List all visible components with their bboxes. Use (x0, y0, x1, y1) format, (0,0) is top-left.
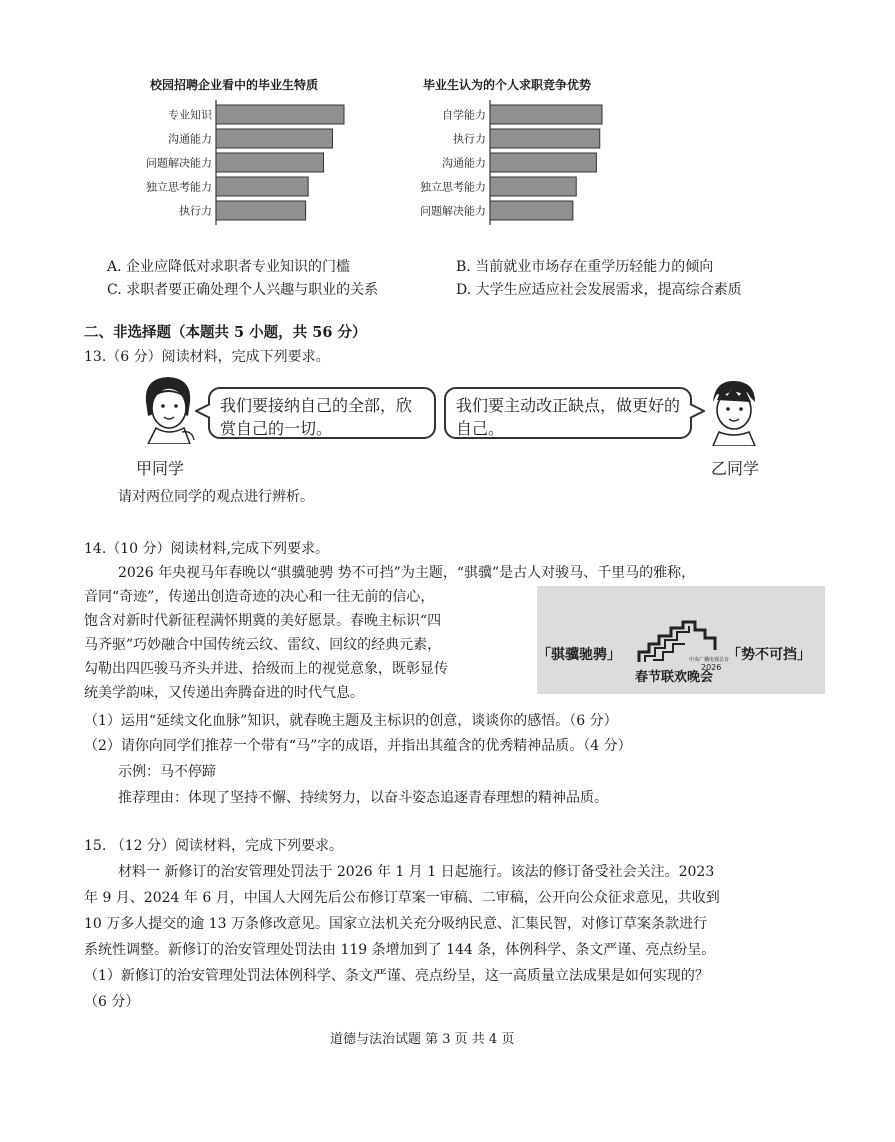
page-footer: 道德与法治试题 第 3 页 共 4 页 (330, 1032, 515, 1047)
q14-line-5: 勾勒出四匹骏马齐头并进、拾级而上的视觉意象，既彰显传 (84, 661, 448, 677)
chart1-bar-5 (216, 201, 306, 220)
chart1-bar-2 (216, 129, 332, 148)
chart1-label-3: 问题解决能力 (146, 156, 212, 170)
q14-sub1: （1）运用“延续文化血脉”知识，就春晚主题及主标识的创意，谈谈你的感悟。（6 分） (84, 713, 618, 729)
logo-right-tag: 「势不可挡」 (727, 647, 811, 663)
chart2-label-4: 独立思考能力 (420, 180, 486, 194)
chart2-title: 毕业生认为的个人求职竞争优势 (423, 78, 592, 92)
logo-event: 春节联欢晚会 (635, 670, 714, 685)
q14-stem: 14.（10 分）阅读材料,完成下列要求。 (84, 541, 329, 557)
q13-stem: 13.（6 分）阅读材料，完成下列要求。 (84, 349, 330, 365)
student-a-illustration (138, 372, 200, 448)
option-b: B. 当前就业市场存在重学历轻能力的倾向 (456, 259, 714, 275)
option-c: C. 求职者要正确处理个人兴趣与职业的关系 (107, 282, 379, 298)
student-b-illustration (703, 376, 765, 450)
q14-line-1: 2026 年央视马年春晚以“骐骥驰骋 势不可挡”为主题，“骐骥”是古人对骏马、千里马的雅称， (118, 565, 696, 581)
student-a-name: 甲同学 (136, 459, 185, 478)
chart1-title: 校园招聘企业看中的毕业生特质 (150, 78, 319, 92)
chart1 (120, 98, 380, 237)
boy-face-icon (703, 376, 765, 446)
chart1-bar-3 (216, 153, 324, 172)
section2-heading: 二、非选择题（本题共 5 小题，共 56 分） (84, 324, 367, 341)
q14-sub2: （2）请你向同学们推荐一个带有“马”字的成语，并指出其蕴含的优秀精神品质。（4 分） (84, 738, 632, 754)
bubble-a-tail (195, 402, 211, 420)
chart1-label-5: 执行力 (179, 204, 212, 218)
q14-line-6: 统美学韵味，又传递出奔腾奋进的时代气息。 (84, 685, 364, 701)
chart1-svg (120, 98, 380, 233)
q14-example: 示例：马不停蹄 (118, 764, 216, 780)
q15-line-3: 10 万多人提交的逾 13 万条修改意见。国家立法机关充分吸纳民意、汇集民智，对修订草案条款进行 (84, 916, 707, 932)
girl-face-icon (138, 372, 200, 444)
chart2 (380, 98, 640, 237)
chart1-label-4: 独立思考能力 (146, 180, 212, 194)
chart2-label-3: 沟通能力 (442, 156, 486, 170)
option-d: D. 大学生应适应社会发展需求，提高综合素质 (456, 282, 742, 298)
q15-line-5: （1）新修订的治安管理处罚法体例科学、条文严谨、亮点纷呈，这一高质量立法成果是如何实现的？ (84, 968, 709, 984)
chart1-label-2: 沟通能力 (168, 132, 212, 146)
chart2-svg (380, 98, 640, 233)
chart1-bar-1 (216, 105, 344, 124)
chart2-bar-2 (490, 129, 600, 148)
chart2-label-1: 自学能力 (442, 108, 486, 122)
q14-line-4: 马齐驱”巧妙融合中国传统云纹、雷纹、回纹的经典元素， (84, 637, 442, 653)
chart2-bar-3 (490, 153, 596, 172)
q14-line-2: 音同“奇迹”，传递出创造奇迹的决心和一往无前的信心， (84, 589, 435, 605)
option-a: A. 企业应降低对求职者专业知识的门槛 (107, 259, 351, 275)
gala-logo-image (537, 586, 825, 694)
q15-line-1: 材料一 新修订的治安管理处罚法于 2026 年 1 月 1 日起施行。该法的修订备受社会关注。2023 (118, 864, 715, 880)
logo-year: 2026 (701, 663, 722, 672)
chart2-label-5: 问题解决能力 (420, 204, 486, 218)
chart2-bar-5 (490, 201, 573, 220)
chart1-bar-4 (216, 177, 308, 196)
q15-stem: 15. （12 分）阅读材料，完成下列要求。 (84, 838, 343, 854)
q13-task: 请对两位同学的观点进行辨析。 (118, 489, 314, 505)
q14-reason: 推荐理由：体现了坚持不懈、持续努力，以奋斗姿态追逐青春理想的精神品质。 (118, 790, 608, 806)
chart2-label-2: 执行力 (453, 132, 486, 146)
speech-bubble-b: 我们要主动改正缺点，做更好的自己。 (444, 387, 692, 439)
logo-small-text: 中央广播电视总台 (689, 657, 730, 663)
chart2-bar-4 (490, 177, 576, 196)
q14-line-3: 饱含对新时代新征程满怀期冀的美好愿景。春晚主标识“四 (84, 613, 442, 629)
speech-bubble-a: 我们要接纳自己的全部，欣赏自己的一切。 (208, 387, 436, 439)
logo-left-tag: 「骐骥驰骋」 (537, 647, 621, 663)
student-b-name: 乙同学 (711, 459, 760, 478)
chart2-bar-1 (490, 105, 602, 124)
q15-line-6: （6 分） (84, 994, 140, 1010)
q15-line-4: 系统性调整。新修订的治安管理处罚法由 119 条增加到了 144 条，体例科学、条文严谨、亮点纷呈。 (84, 942, 716, 958)
q15-line-2: 年 9 月、2024 年 6 月，中国人大网先后公布修订草案一审稿、二审稿，公开向公众征求意见，共收到 (84, 890, 720, 906)
chart1-label-1: 专业知识 (168, 108, 212, 122)
